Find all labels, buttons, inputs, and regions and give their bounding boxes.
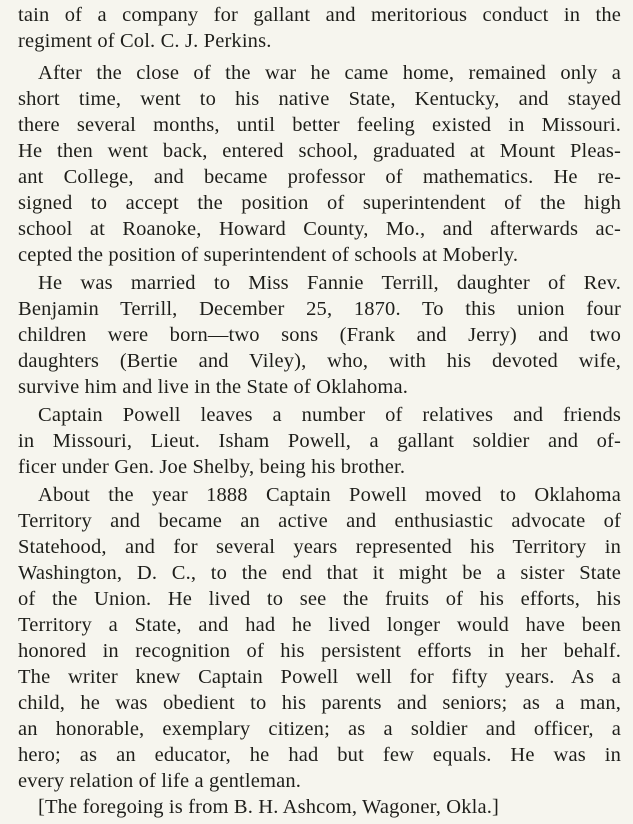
text-line: an honorable, exemplary citizen; as a soldier and officer, a: [18, 718, 621, 740]
text-line: daughters (Bertie and Viley), who, with his devoted wife,: [18, 350, 621, 372]
text-line: there several months, until better feeling existed in Missouri.: [18, 114, 621, 136]
text-line: every relation of life a gentleman.: [18, 770, 302, 792]
text-line: He then went back, entered school, graduated at Mount Pleas-: [18, 140, 621, 162]
text-line: hero; as an educator, he had but few equals. He was in: [18, 744, 621, 766]
text-line: After the close of the war he came home, remained only a: [38, 62, 621, 84]
text-line: honored in recognition of his persistent efforts in her behalf.: [18, 640, 621, 662]
text-line: ficer under Gen. Joe Shelby, being his brother.: [18, 456, 406, 478]
text-line: He was married to Miss Fannie Terrill, daughter of Rev.: [38, 272, 621, 294]
text-line: cepted the position of superintendent of schools at Moberly.: [18, 244, 519, 266]
text-line: About the year 1888 Captain Powell moved to Oklahoma: [38, 484, 621, 506]
text-line: Statehood, and for several years represented his Territory in: [18, 536, 621, 558]
text-line: signed to accept the position of superintendent of the high: [18, 192, 621, 214]
text-line: Benjamin Terrill, December 25, 1870. To this union four: [18, 298, 621, 320]
text-line: children were born—two sons (Frank and Jerry) and two: [18, 324, 621, 346]
text-line: Territory a State, and had he lived longer would have been: [18, 614, 621, 636]
text-line: The writer knew Captain Powell well for fifty years. As a: [18, 666, 621, 688]
text-line: survive him and live in the State of Oklahoma.: [18, 376, 409, 398]
text-line: Washington, D. C., to the end that it might be a sister State: [18, 562, 621, 584]
text-line: Captain Powell leaves a number of relatives and friends: [38, 404, 621, 426]
text-line: regiment of Col. C. J. Perkins.: [18, 30, 272, 52]
text-line: short time, went to his native State, Kentucky, and stayed: [18, 88, 621, 110]
text-line: child, he was obedient to his parents and seniors; as a man,: [18, 692, 621, 714]
text-line: Territory and became an active and enthusiastic advocate of: [18, 510, 621, 532]
text-line: in Missouri, Lieut. Isham Powell, a gallant soldier and of-: [18, 430, 621, 452]
text-line: school at Roanoke, Howard County, Mo., and afterwards ac-: [18, 218, 621, 240]
text-line: of the Union. He lived to see the fruits of his efforts, his: [18, 588, 621, 610]
text-line: [The foregoing is from B. H. Ashcom, Wagoner, Okla.]: [38, 796, 499, 818]
text-line: tain of a company for gallant and meritorious conduct in the: [18, 4, 621, 26]
text-line: ant College, and became professor of mathematics. He re-: [18, 166, 621, 188]
